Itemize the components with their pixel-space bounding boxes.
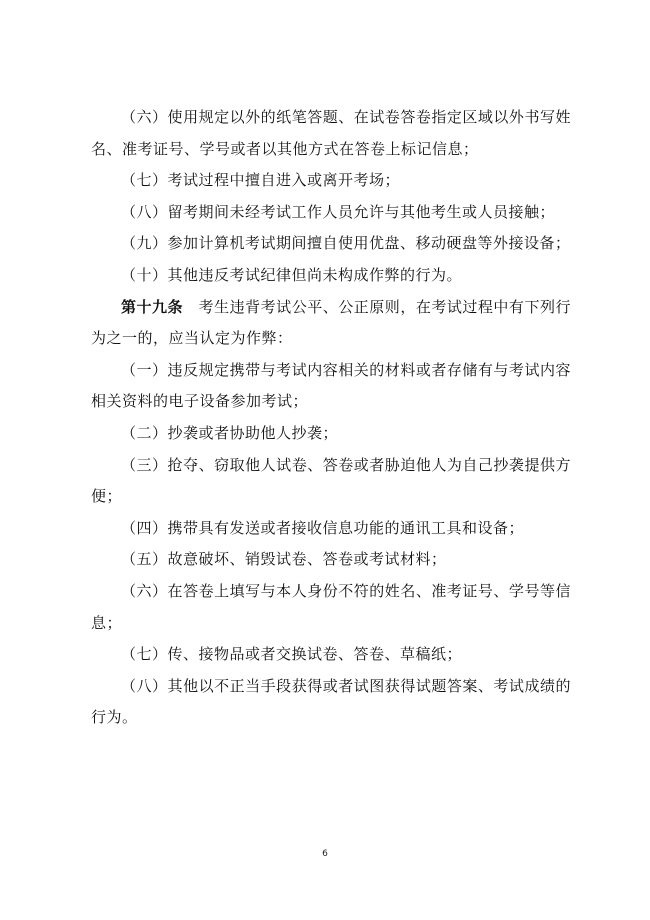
cheating-item-7: （七）传、接物品或者交换试卷、答卷、草稿纸；: [121, 645, 463, 664]
clause-7-leave-exam-room: （七）考试过程中擅自进入或离开考场；: [121, 171, 401, 190]
clause-10-other-violations: （十）其他违反考试纪律但尚未构成作弊的行为。: [121, 265, 463, 284]
cheating-item-3: （三）抢夺、窃取他人试卷、答卷或者胁迫他人为自己抄袭提供方便；: [91, 455, 571, 506]
page-number: 6: [322, 849, 328, 859]
cheating-item-5: （五）故意破坏、销毁试卷、答卷或考试材料；: [121, 550, 447, 569]
cheating-item-6: （六）在答卷上填写与本人身份不符的姓名、准考证号、学号等信息；: [91, 581, 571, 632]
clause-8-unauthorized-contact: （八）留考期间未经考试工作人员允许与其他考生或人员接触；: [121, 202, 556, 221]
article-19-text: 考生违背考试公平、公正原则，在考试过程中有下列行为之一的，应当认定为作弊：: [91, 297, 571, 348]
article-19-heading: 第十九条: [121, 297, 184, 316]
cheating-item-2: （二）抄袭或者协助他人抄袭；: [121, 423, 339, 442]
clause-6-unauthorized-marking: （六）使用规定以外的纸笔答题、在试卷答卷指定区域以外书写姓名、准考证号、学号或者以其他方式在答卷上标记信息；: [91, 108, 571, 158]
cheating-item-4: （四）携带具有发送或者接收信息功能的通讯工具和设备；: [121, 518, 525, 537]
cheating-item-1: （一）违反规定携带与考试内容相关的材料或者存储有与考试内容相关资料的电子设备参加考试；: [91, 360, 571, 411]
cheating-item-8: （八）其他以不正当手段获得或者试图获得试题答案、考试成绩的行为。: [91, 676, 571, 727]
clause-9-external-devices: （九）参加计算机考试期间擅自使用优盘、移动硬盘等外接设备；: [121, 234, 571, 253]
document-body: [91, 102, 571, 734]
article-19: [91, 292, 571, 355]
